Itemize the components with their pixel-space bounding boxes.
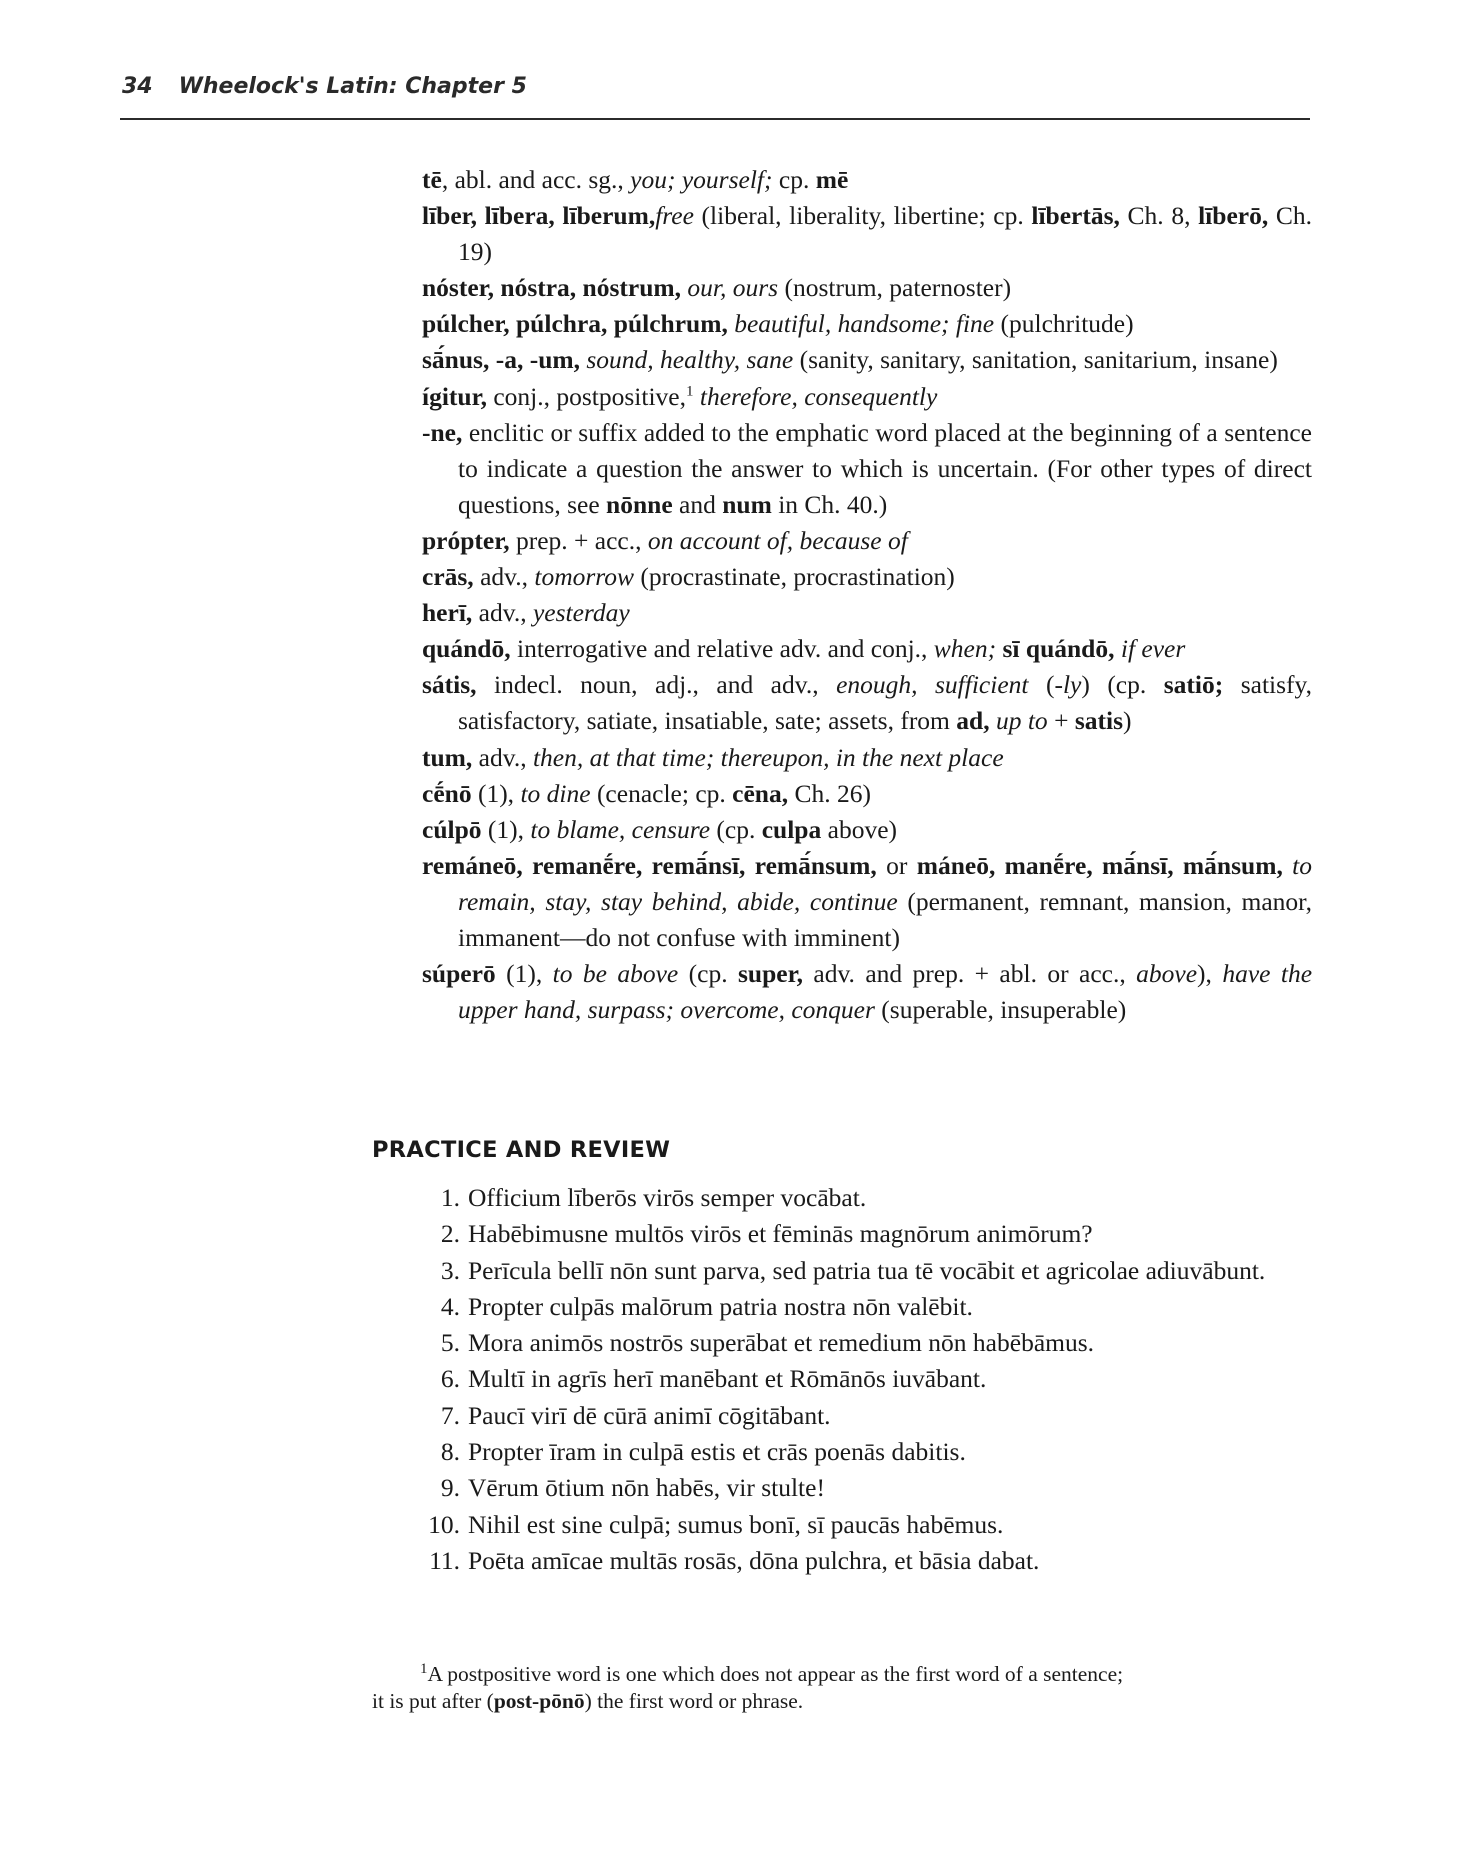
item-number: 10. [428,1509,460,1539]
definition: to remain, stay, stay behind, abide, continue [458,850,1312,916]
definition: to dine [520,778,591,808]
practice-item [420,1361,1312,1397]
running-title: Wheelock's Latin: Chapter 5 [178,74,527,99]
punctuation: ( [1028,670,1055,700]
cross-ref-word: nōnne [606,489,673,519]
definition: to be above [552,959,679,989]
item-text: Mora animōs nostrōs superābat et remedium nōn habēbāmus. [468,1328,1095,1358]
practice-list [420,1180,1312,1579]
headword: quándō, [422,634,511,664]
practice-item [420,1180,1312,1216]
definition: above [1136,959,1198,989]
punctuation: + [1047,706,1075,736]
vocab-entry-te [422,162,1312,198]
cross-ref-note: cp. [772,165,816,194]
vocab-entry-quando [422,631,1312,667]
vocab-entry-sanus [422,342,1312,378]
practice-item [420,1398,1312,1434]
phrase: sī quándō, [1002,634,1115,664]
vocab-entry-igitur [422,379,1312,415]
definition: to blame, censure [530,814,711,844]
headword: herī, [422,598,473,628]
vocab-entry-propter [422,523,1312,559]
practice-item [420,1253,1312,1289]
vocab-entry-pulcher [422,306,1312,342]
definition: free [655,201,694,231]
definition: have the upper hand, surpass; overcome, conquer [458,959,1313,1025]
footnote-text: it is put after ( [372,1689,494,1713]
cross-ref-word: lībertās, [1031,201,1120,231]
grammar-note: adv., [472,742,533,772]
derivatives: (cenacle; cp. [590,778,733,808]
running-head [122,74,527,99]
grammar-note: (1), [495,959,553,989]
definition: therefore, consequently [699,381,938,411]
derivatives: (superable, insuperable) [874,995,1127,1025]
item-number: 5. [440,1328,460,1358]
cross-ref-word: satiō; [1163,670,1224,700]
headword: súperō [422,959,496,989]
cross-ref-word: mē [815,165,849,194]
derivatives: satisfy, satisfactory, satiate, insatiable, sate; assets, from [458,670,1312,736]
definition: beautiful, handsome; fine [734,309,995,339]
footnote-marker: 1 [686,383,694,400]
grammar-note: , abl. and acc. sg., [441,165,631,194]
cross-ref-note: above) [821,814,898,844]
cross-ref-word: super, [738,959,803,989]
headword: tum, [422,742,473,772]
item-text: Propter culpās malōrum patria nostra nōn valēbit. [468,1291,973,1321]
derivatives: (pulchritude) [994,309,1134,339]
practice-item [420,1325,1312,1361]
grammar-note: interrogative and relative adv. and conj., [510,634,934,664]
item-text: Multī in agrīs herī manēbant et Rōmānōs iuvābant. [468,1364,987,1394]
footnote-line [372,1661,1312,1688]
vocab-entry-culpo [422,812,1312,848]
item-number: 11. [429,1545,460,1575]
explanation: enclitic or suffix added to the emphatic word placed at the beginning of a sentence to indicate a question the answer to which is uncertain. (For other types of direct questions, see [458,417,1312,519]
item-number: 4. [440,1291,460,1321]
definition: our, ours [687,273,779,303]
item-text: Vērum ōtium nōn habēs, vir stulte! [468,1473,825,1503]
definition: you; yourself; [630,165,773,194]
cross-ref-note: (cp. [710,814,762,844]
practice-item [420,1216,1312,1252]
derivatives: (permanent, remnant, mansion, manor, immanent—do not confuse with imminent) [458,886,1312,952]
headword: ígitur, [422,381,487,411]
item-number: 9. [440,1473,460,1503]
footnote-text: ) the first word or phrase. [584,1689,804,1713]
headword: nóster, nóstra, nóstrum, [422,273,682,303]
item-text: Poēta amīcae multās rosās, dōna pulchra, et bāsia dabat. [468,1545,1040,1575]
cross-ref-word: satis [1074,706,1124,736]
header-rule [120,118,1310,120]
vocab-entry-ne [422,415,1312,523]
practice-item [420,1434,1312,1470]
definition: yesterday [532,598,630,628]
item-text: Propter īram in culpā estis et crās poenās dabitis. [468,1437,966,1467]
derivatives: (liberal, liberality, libertine; cp. [693,201,1032,231]
item-number: 3. [440,1255,460,1285]
headword: remáneō, remanḗre, remā́nsī, remā́nsum, [422,850,877,880]
derivatives: (procrastinate, procrastination) [634,562,955,592]
punctuation: ) [1123,706,1132,736]
headword: līber, lībera, līberum, [422,201,656,231]
headword: própter, [422,525,510,555]
grammar-note: (1), [481,814,531,844]
practice-item [420,1289,1312,1325]
chapter-ref: Ch. 26) [788,778,871,808]
item-number: 7. [440,1400,460,1430]
vocab-entry-supero [422,956,1312,1028]
cross-ref-word: līberō, [1198,201,1269,231]
derivatives: (sanity, sanitary, sanitation, sanitarium, insane) [793,345,1278,375]
headword: cúlpō [422,814,482,844]
practice-item [420,1470,1312,1506]
vocab-entry-noster [422,270,1312,306]
vocab-entry-satis [422,667,1312,739]
chapter-ref: Ch. 19) [458,201,1312,267]
grammar-note: prep. + acc., [509,525,648,555]
grammar-note: (1), [471,778,521,808]
footnote-term: post-pōnō [493,1689,585,1713]
grammar-note: adv., [473,562,535,592]
practice-item [420,1507,1312,1543]
headword-variant: máneō, manḗre, mā́nsī, mā́nsum, [916,850,1283,880]
cross-ref-note: (cp. [678,959,738,989]
headword: tē [422,165,442,194]
item-number: 6. [440,1364,460,1394]
vocab-entry-heri [422,595,1312,631]
item-text: Nihil est sine culpā; sumus bonī, sī paucās habēmus. [468,1509,1004,1539]
grammar-note: indecl. noun, adj., and adv., [476,670,837,700]
definition: tomorrow [534,562,635,592]
footnote-text: A postpositive word is one which does not appear as the first word of a sentence; [427,1662,1124,1686]
cross-ref-word: culpa [761,814,822,844]
grammar-note: conj., postpositive, [486,381,686,411]
definition: then, at that time; thereupon, in the next place [532,742,1004,772]
vocabulary-list [422,162,1312,1028]
conjunction: or [876,850,917,880]
item-number: 8. [440,1437,460,1467]
headword: púlcher, púlchra, púlchrum, [422,309,728,339]
vocab-entry-remaneo [422,848,1312,956]
headword: sátis, [422,670,477,700]
headword: cḗnō [422,778,472,808]
definition: sound, healthy, sane [586,345,794,375]
footnote [372,1661,1312,1715]
item-text: Perīcula bellī nōn sunt parva, sed patria tua tē vocābit et agricolae adiuvābunt. [468,1255,1266,1285]
definition: -ly [1054,670,1082,700]
vocab-entry-liber [422,198,1312,270]
cross-ref-word: num [722,489,772,519]
definition: up to [995,706,1048,736]
footnote-mark: 1 [420,1660,428,1677]
item-number: 1. [440,1183,460,1212]
definition: if ever [1120,634,1186,664]
cross-ref-word: cēna, [732,778,789,808]
vocab-entry-tum [422,740,1312,776]
grammar-note: adv. and prep. + abl. or acc., [802,959,1137,989]
practice-item [420,1543,1312,1579]
definition: on account of, because of [647,525,908,555]
footnote-line [372,1688,1312,1715]
item-number: 2. [440,1219,460,1249]
cross-ref-word: ad, [956,706,990,736]
vocab-entry-ceno [422,776,1312,812]
derivatives: (nostrum, paternoster) [778,273,1012,303]
practice-heading: PRACTICE AND REVIEW [372,1137,671,1163]
chapter-ref: Ch. 8, [1119,201,1199,231]
headword: crās, [422,562,474,592]
headword: sā́nus, -a, -um, [422,345,580,375]
item-text: Habēbimusne multōs virōs et fēminās magnōrum animōrum? [468,1219,1093,1249]
page-number: 34 [122,74,153,99]
item-text: Officium līberōs virōs semper vocābat. [468,1183,867,1212]
explanation: and [672,489,723,519]
definition: when; [933,634,997,664]
chapter-ref: in Ch. 40.) [771,489,888,519]
vocab-entry-cras [422,559,1312,595]
item-text: Paucī virī dē cūrā animī cōgitābant. [468,1400,831,1430]
cross-ref-note: ) (cp. [1081,670,1164,700]
headword: -ne, [422,417,463,447]
punctuation: ), [1197,959,1223,989]
definition: enough, sufficient [836,670,1029,700]
grammar-note: adv., [472,598,533,628]
